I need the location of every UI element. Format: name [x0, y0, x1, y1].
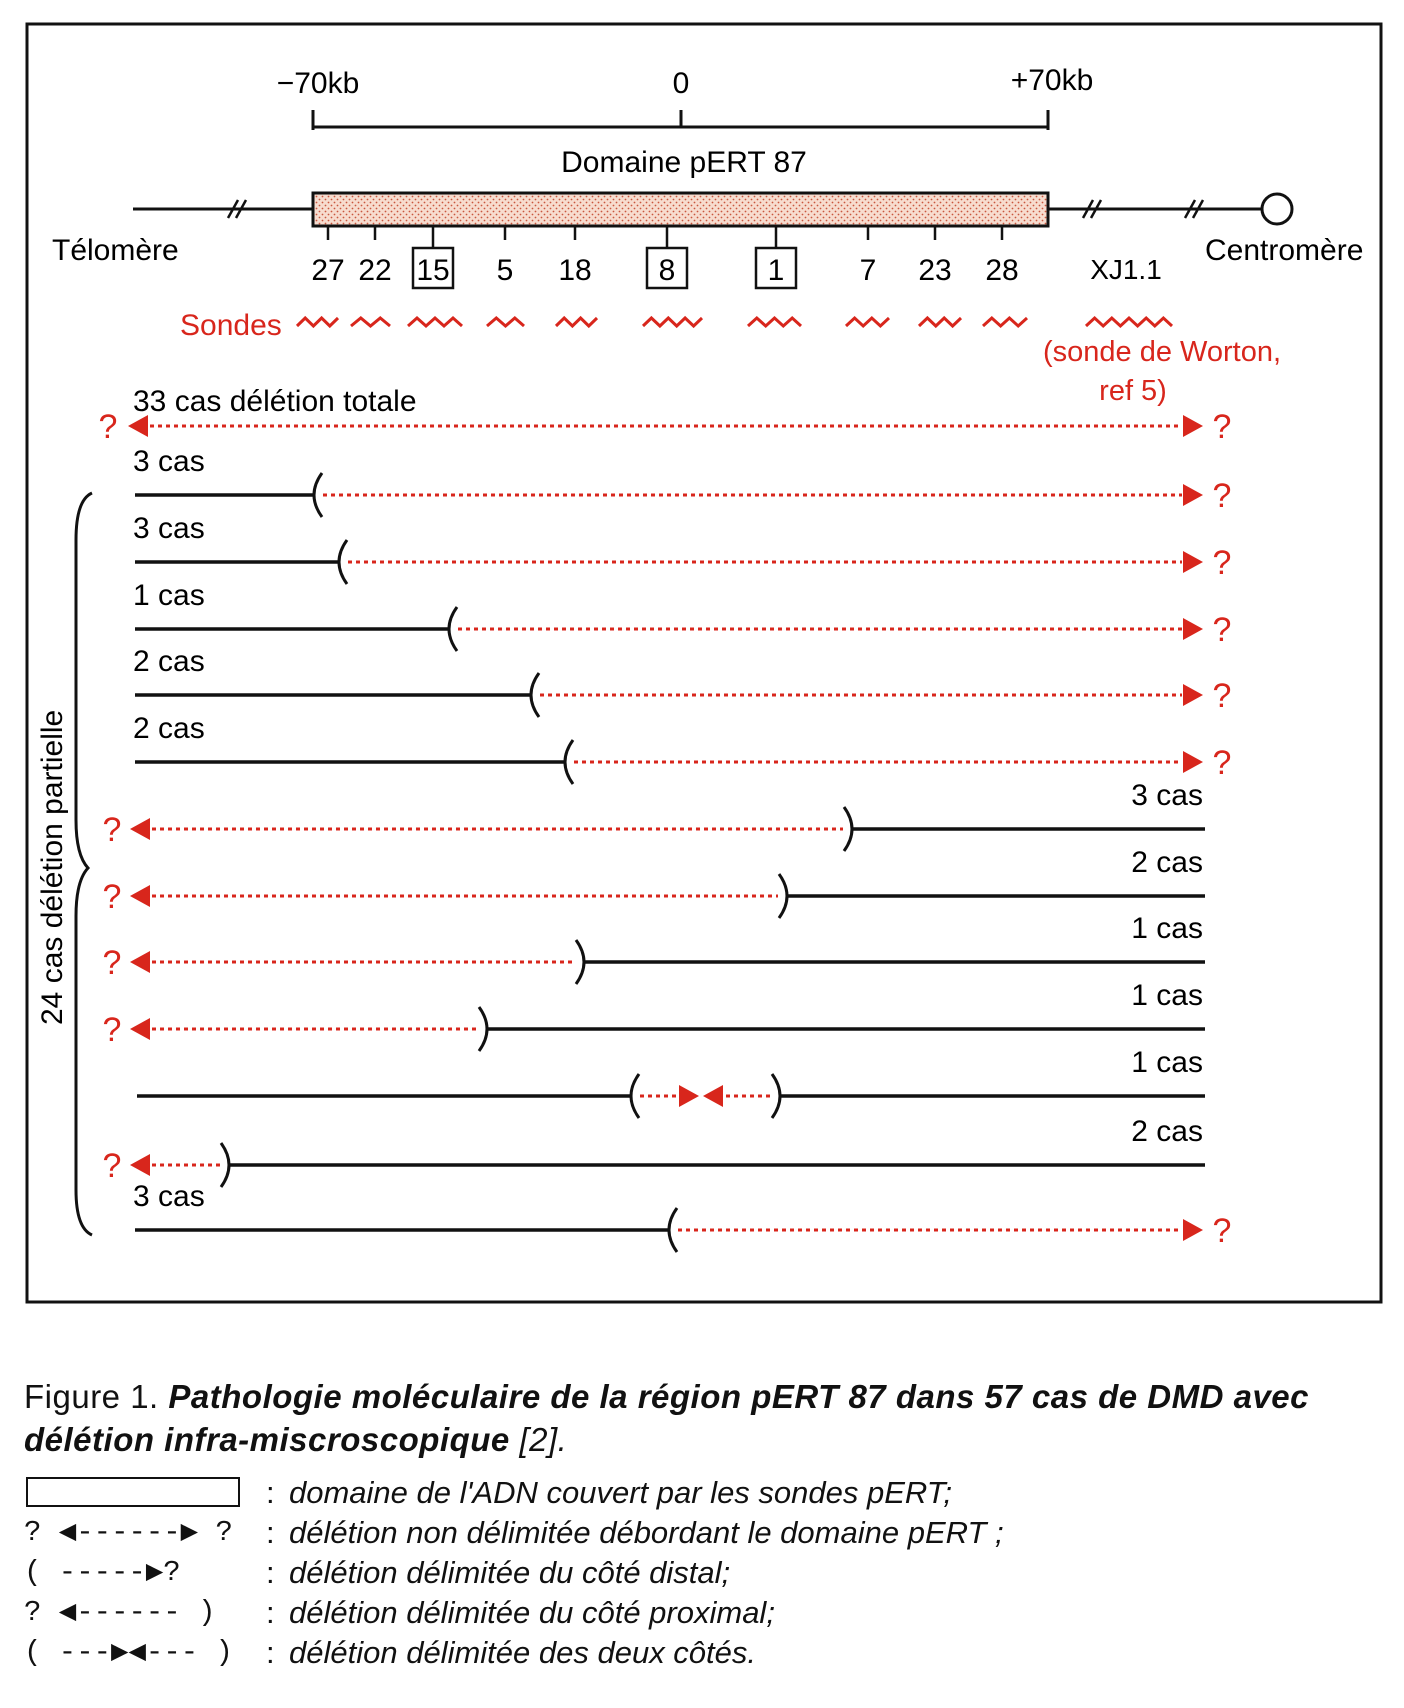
scale-bar: [277, 64, 1094, 130]
legend-row-domain: : domaine de l'ADN couvert par les sondes pERT;: [24, 1473, 1374, 1513]
probe-ticks: [328, 226, 1002, 248]
question-mark: ?: [102, 811, 122, 849]
arrow-left-icon: [130, 1154, 150, 1176]
probe-label: 8: [658, 254, 676, 287]
domain-label: Domaine pERT 87: [561, 146, 807, 179]
deletion-row: [103, 846, 1205, 918]
question-mark: ?: [98, 408, 118, 446]
probe-squiggle: [487, 318, 524, 326]
probe-squiggles: [297, 318, 1172, 326]
question-mark: ?: [1212, 544, 1232, 582]
deletion-row: [133, 579, 1231, 651]
caption-reference: [2].: [519, 1421, 568, 1458]
deletion-row: [133, 645, 1231, 717]
legend-row-undelimited: ? ◀------▶ ? : délétion non délimitée débordant le domaine pERT ;: [24, 1513, 1374, 1553]
deletion-row: [103, 1115, 1205, 1187]
probe-label: 22: [358, 254, 392, 287]
arrow-right-icon: [1183, 1219, 1203, 1241]
question-mark: ?: [1212, 744, 1232, 782]
probe-label: 28: [985, 254, 1019, 287]
probe-squiggle: [983, 318, 1027, 326]
open-bracket-icon: [631, 1074, 639, 1118]
arrow-left-icon: [703, 1085, 723, 1107]
close-bracket-icon: [576, 940, 584, 984]
pert-domain-box: [313, 193, 1048, 226]
case-count-label: 3 cas: [133, 1180, 205, 1213]
close-bracket-icon: [772, 1074, 780, 1118]
telomere-label: Télomère: [52, 234, 179, 267]
case-count-label: 1 cas: [1131, 1046, 1203, 1079]
deletion-row: [103, 779, 1205, 851]
deletion-row: [133, 712, 1231, 784]
probe-squiggle: [643, 318, 702, 326]
legend-text: délétion non délimitée débordant le domaine pERT ;: [289, 1515, 1004, 1550]
probe-squiggle: [297, 318, 338, 326]
legend-symbol: ( -----▶?: [24, 1556, 181, 1589]
open-bracket-icon: [339, 540, 347, 584]
partial-group-label: 24 cas délétion partielle: [36, 709, 69, 1025]
legend-text: délétion délimitée des deux côtés.: [289, 1635, 757, 1670]
open-bracket-icon: [449, 607, 457, 651]
arrow-right-icon: [1183, 484, 1203, 506]
xj-probe-label: XJ1.1: [1090, 254, 1162, 285]
deletion-row: [133, 445, 1231, 517]
close-bracket-icon: [844, 807, 852, 851]
arrow-left-icon: [130, 951, 150, 973]
scale-left-label: −70kb: [276, 67, 360, 100]
question-mark: ?: [1212, 477, 1232, 515]
probe-label: 1: [767, 254, 785, 287]
legend-domain-box-icon: [26, 1477, 240, 1507]
arrow-right-icon: [679, 1085, 699, 1107]
arrow-right-icon: [1183, 551, 1203, 573]
case-count-label: 3 cas: [1131, 779, 1203, 812]
legend-row-distal: ( -----▶? : délétion délimitée du côté distal;: [24, 1553, 1374, 1593]
legend-row-both: ( ---▶◀--- ) : délétion délimitée des deux côtés.: [24, 1633, 1374, 1673]
centromere-label: Centromère: [1205, 234, 1364, 267]
question-mark: ?: [1212, 408, 1232, 446]
probe-squiggle: [408, 318, 462, 326]
deletion-row: [133, 512, 1231, 584]
probe-label: 5: [496, 254, 514, 287]
case-count-label: 1 cas: [133, 579, 205, 612]
worton-label-line2: ref 5): [1099, 375, 1167, 407]
arrow-right-icon: [1183, 684, 1203, 706]
legend-text: domaine de l'ADN couvert par les sondes pERT;: [289, 1475, 952, 1510]
open-bracket-icon: [669, 1208, 677, 1252]
probe-label: 18: [558, 254, 592, 287]
deletion-row: [133, 1180, 1231, 1252]
legend-row-proximal: ? ◀------ ) : délétion délimitée du côté proximal;: [24, 1593, 1374, 1633]
legend-text: délétion délimitée du côté distal;: [289, 1555, 731, 1590]
arrow-left-icon: [130, 885, 150, 907]
caption-title: Pathologie moléculaire de la région pERT 87 dans 57 cas de DMD avec délétion infra-miscroscopique: [24, 1378, 1310, 1458]
close-bracket-icon: [221, 1143, 229, 1187]
sondes-label: Sondes: [180, 309, 282, 342]
probe-label: 23: [918, 254, 952, 287]
legend-symbol: ( ---▶◀--- ): [24, 1636, 233, 1669]
probe-squiggle: [748, 318, 801, 326]
open-bracket-icon: [314, 473, 322, 517]
probe-label: 7: [859, 254, 877, 287]
legend-symbol: ? ◀------▶ ?: [24, 1516, 233, 1549]
question-mark: ?: [102, 944, 122, 982]
arrow-left-icon: [130, 1018, 150, 1040]
question-mark: ?: [1212, 1212, 1232, 1250]
case-count-label: 2 cas: [133, 645, 205, 678]
question-mark: ?: [102, 1147, 122, 1185]
arrow-right-icon: [1183, 618, 1203, 640]
deletion-rows: [103, 445, 1232, 1252]
probe-labels: [311, 248, 1018, 288]
close-bracket-icon: [779, 874, 787, 918]
question-mark: ?: [1212, 677, 1232, 715]
case-count-label: 2 cas: [1131, 846, 1203, 879]
probe-squiggle: [1086, 318, 1172, 326]
arrow-right-icon: [1183, 415, 1203, 437]
open-bracket-icon: [565, 740, 573, 784]
probe-label: 15: [416, 254, 450, 287]
probe-squiggle: [351, 318, 390, 326]
case-count-label: 3 cas: [133, 512, 205, 545]
case-count-label: 3 cas: [133, 445, 205, 478]
case-count-label: 1 cas: [1131, 979, 1203, 1012]
close-bracket-icon: [479, 1007, 487, 1051]
scale-center-label: 0: [672, 67, 690, 100]
question-mark: ?: [102, 1011, 122, 1049]
probe-label: 27: [311, 254, 345, 287]
open-bracket-icon: [531, 673, 539, 717]
question-mark: ?: [1212, 611, 1232, 649]
legend-text: délétion délimitée du côté proximal;: [289, 1595, 775, 1630]
deletion-row: [103, 912, 1205, 984]
total-deletion-label: 33 cas délétion totale: [133, 385, 417, 418]
legend-symbol: ? ◀------ ): [24, 1596, 216, 1629]
case-count-label: 2 cas: [1131, 1115, 1203, 1148]
case-count-label: 1 cas: [1131, 912, 1203, 945]
deletion-row: [137, 1046, 1205, 1118]
probe-squiggle: [919, 318, 961, 326]
arrow-left-icon: [130, 818, 150, 840]
deletion-row: [103, 979, 1205, 1051]
partial-group-brace: [76, 493, 92, 1235]
arrow-left-icon: [128, 415, 148, 437]
worton-label-line1: (sonde de Worton,: [1042, 336, 1282, 368]
question-mark: ?: [102, 878, 122, 916]
case-count-label: 2 cas: [133, 712, 205, 745]
centromere-icon: [1262, 194, 1292, 224]
scale-right-label: +70kb: [1010, 64, 1094, 97]
probe-squiggle: [556, 318, 597, 326]
arrow-right-icon: [1183, 751, 1203, 773]
figure-caption: [24, 1375, 1374, 1461]
probe-squiggle: [846, 318, 889, 326]
caption-label: Figure 1.: [24, 1378, 159, 1415]
